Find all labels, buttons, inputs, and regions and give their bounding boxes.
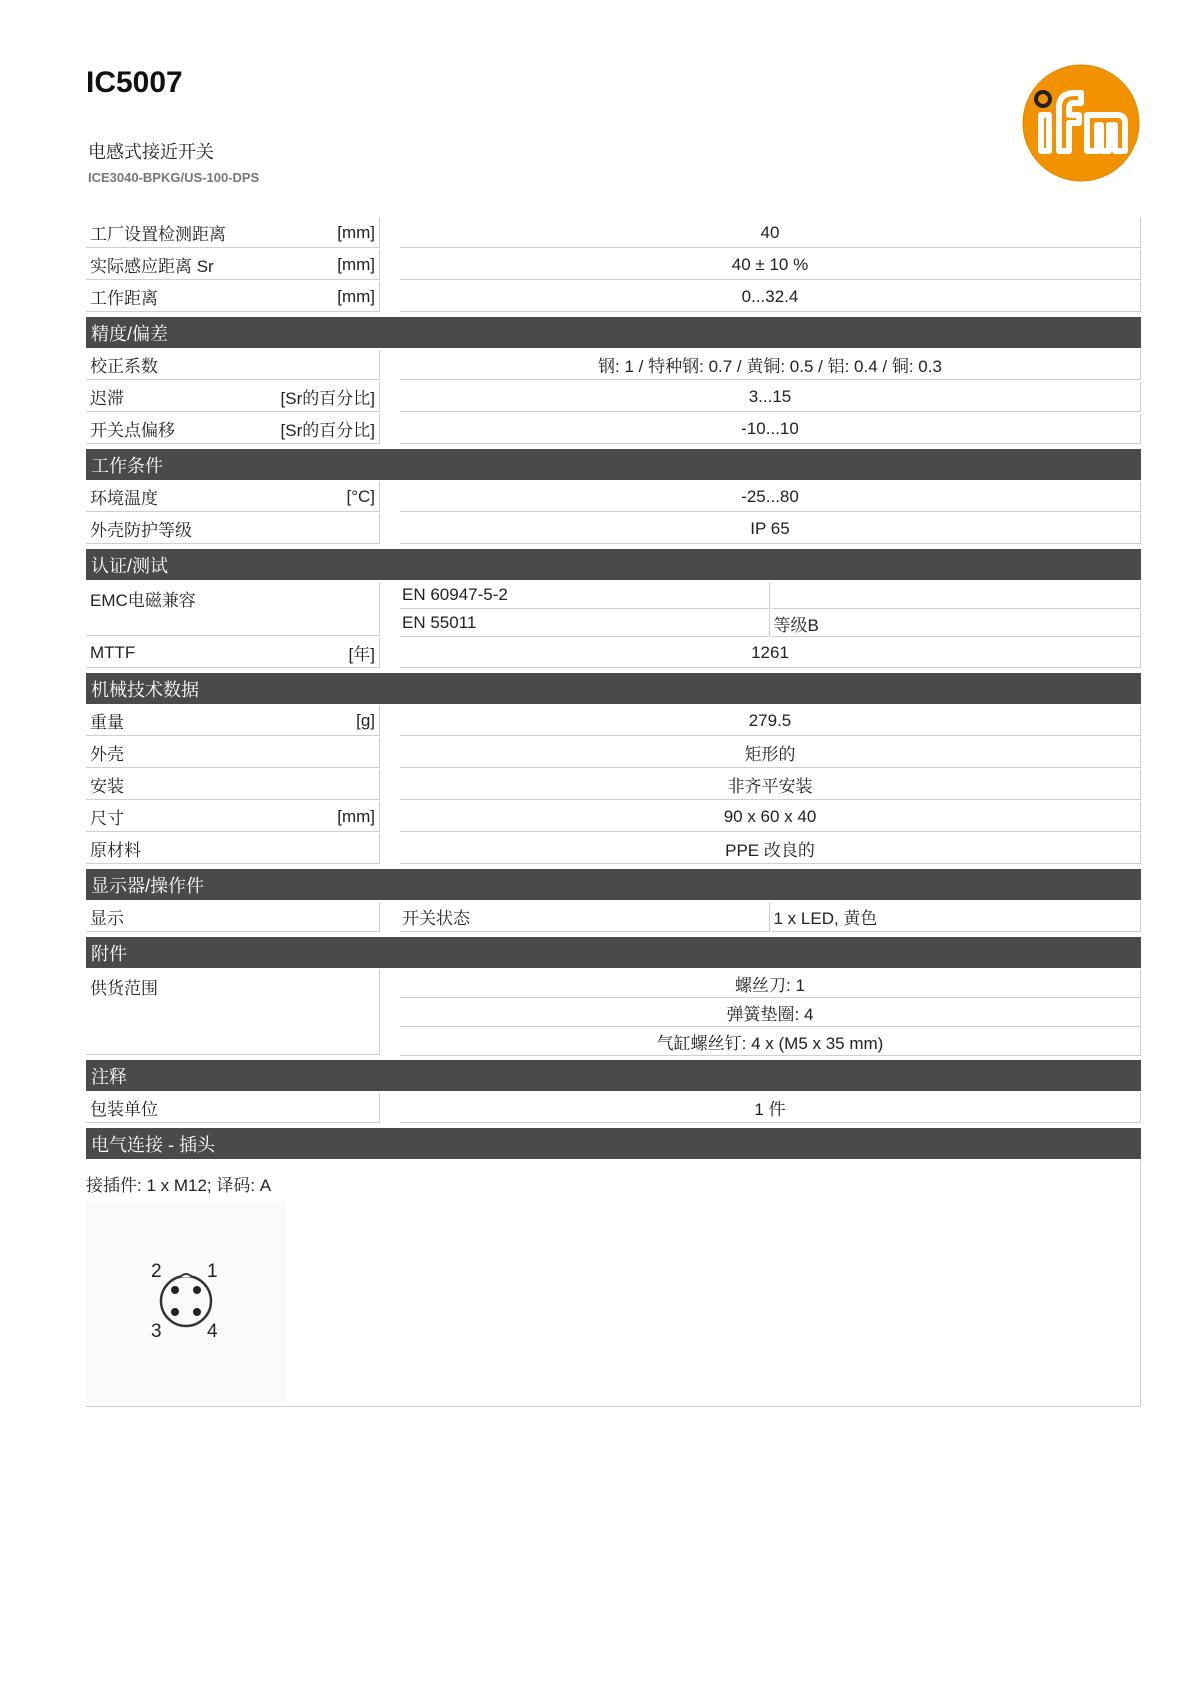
pin-4-dot bbox=[193, 1308, 201, 1316]
spec-label: 校正系数 bbox=[90, 357, 158, 376]
spec-label: EMC电磁兼容 bbox=[90, 591, 196, 610]
spec-value: 3...15 bbox=[400, 382, 1141, 412]
spec-row bbox=[86, 902, 1141, 934]
spec-row-scope bbox=[86, 970, 1141, 1057]
spec-row bbox=[86, 350, 1141, 382]
connector-description: 接插件: 1 x M12; 译码: A bbox=[86, 1176, 272, 1195]
spec-label: 外壳防护等级 bbox=[90, 521, 192, 540]
spec-label: 重量 bbox=[90, 713, 124, 732]
spec-value: PPE 改良的 bbox=[400, 834, 1141, 864]
spec-table bbox=[86, 218, 1141, 1407]
emc-note: 等级B bbox=[772, 610, 1142, 637]
spec-value: 钢: 1 / 特种钢: 0.7 / 黄铜: 0.5 / 铝: 0.4 / 铜: 0.3 bbox=[400, 350, 1141, 380]
section-header-display: 显示器/操作件 bbox=[86, 869, 1141, 900]
emc-standard-row bbox=[400, 582, 1141, 609]
display-item: 开关状态 bbox=[400, 902, 770, 932]
spec-row bbox=[86, 738, 1141, 770]
section-header-accuracy: 精度/偏差 bbox=[86, 317, 1141, 348]
spec-unit: [g] bbox=[356, 710, 375, 730]
accessory-item: 气缸螺丝钉: 4 x (M5 x 35 mm) bbox=[400, 1028, 1141, 1056]
spec-label: 开关点偏移 bbox=[90, 421, 175, 440]
spec-row bbox=[86, 802, 1141, 834]
display-value: 1 x LED, 黄色 bbox=[772, 902, 1142, 932]
pin-2-dot bbox=[171, 1286, 179, 1294]
spec-value: 40 bbox=[400, 218, 1141, 248]
spec-row bbox=[86, 218, 1141, 250]
spec-label: 供货范围 bbox=[90, 979, 158, 998]
spec-label: 显示 bbox=[90, 909, 124, 928]
spec-value: 40 ± 10 % bbox=[400, 250, 1141, 280]
spec-unit: [mm] bbox=[337, 806, 375, 826]
spec-row bbox=[86, 414, 1141, 446]
product-title: IC5007 bbox=[86, 66, 183, 99]
spec-row bbox=[86, 1093, 1141, 1125]
spec-row bbox=[86, 282, 1141, 314]
spec-row bbox=[86, 250, 1141, 282]
spec-value: 90 x 60 x 40 bbox=[400, 802, 1141, 832]
spec-unit: [mm] bbox=[337, 222, 375, 242]
spec-label: 工厂设置检测距离 bbox=[90, 225, 226, 244]
spec-label: 实际感应距离 Sr bbox=[90, 257, 214, 276]
spec-value: IP 65 bbox=[400, 514, 1141, 544]
spec-label: 外壳 bbox=[90, 745, 124, 764]
section-header-mechanical: 机械技术数据 bbox=[86, 673, 1141, 704]
accessory-item: 弹簧垫圈: 4 bbox=[400, 999, 1141, 1027]
product-code: ICE3040-BPKG/US-100-DPS bbox=[88, 170, 260, 185]
pin-1-dot bbox=[193, 1286, 201, 1294]
emc-standard: EN 55011 bbox=[400, 610, 770, 637]
spec-row bbox=[86, 706, 1141, 738]
spec-label: 环境温度 bbox=[90, 489, 158, 508]
pin-3-label: 3 bbox=[151, 1321, 162, 1342]
section-header-accessories: 附件 bbox=[86, 937, 1141, 968]
spec-unit: [mm] bbox=[337, 286, 375, 306]
spec-value: -10...10 bbox=[400, 414, 1141, 444]
section-header-remarks: 注释 bbox=[86, 1060, 1141, 1091]
section-header-approvals: 认证/测试 bbox=[86, 549, 1141, 580]
spec-row bbox=[86, 770, 1141, 802]
spec-label: 工作距离 bbox=[90, 289, 158, 308]
spec-row bbox=[86, 638, 1141, 670]
pin-1-label: 1 bbox=[207, 1261, 218, 1282]
pin-2-label: 2 bbox=[151, 1261, 162, 1282]
pin-3-dot bbox=[171, 1308, 179, 1316]
spec-unit: [Sr的百分比] bbox=[280, 421, 375, 440]
pin-4-label: 4 bbox=[207, 1321, 218, 1342]
spec-value: 1 件 bbox=[400, 1093, 1141, 1123]
spec-value: 0...32.4 bbox=[400, 282, 1141, 312]
spec-value: 1261 bbox=[400, 638, 1141, 668]
spec-row bbox=[86, 514, 1141, 546]
spec-unit: [年] bbox=[348, 645, 375, 664]
spec-unit: [Sr的百分比] bbox=[280, 389, 375, 408]
accessory-item: 螺丝刀: 1 bbox=[400, 970, 1141, 998]
spec-value: -25...80 bbox=[400, 482, 1141, 512]
spec-label: 包装单位 bbox=[90, 1100, 158, 1119]
section-header-operating: 工作条件 bbox=[86, 449, 1141, 480]
m12-connector-icon bbox=[86, 1201, 286, 1401]
spec-row bbox=[86, 482, 1141, 514]
emc-standard-row bbox=[400, 610, 1141, 637]
spec-row bbox=[86, 382, 1141, 414]
spec-label: MTTF bbox=[90, 642, 136, 662]
spec-unit: [mm] bbox=[337, 254, 375, 274]
spec-row-emc bbox=[86, 582, 1141, 638]
connection-panel bbox=[86, 1161, 1141, 1407]
ifm-logo bbox=[1021, 63, 1141, 183]
spec-row bbox=[86, 834, 1141, 866]
spec-label: 尺寸 bbox=[90, 809, 124, 828]
spec-label: 安装 bbox=[90, 777, 124, 796]
emc-standard: EN 60947-5-2 bbox=[400, 582, 770, 609]
emc-note bbox=[772, 582, 1142, 609]
section-header-connection: 电气连接 - 插头 bbox=[86, 1128, 1141, 1159]
spec-label: 迟滞 bbox=[90, 389, 124, 408]
spec-unit: [°C] bbox=[346, 486, 375, 506]
spec-value: 279.5 bbox=[400, 706, 1141, 736]
product-subtitle: 电感式接近开关 bbox=[88, 142, 214, 162]
spec-value: 非齐平安装 bbox=[400, 770, 1141, 800]
spec-value: 矩形的 bbox=[400, 738, 1141, 768]
pin-diagram bbox=[86, 1201, 286, 1401]
spec-label: 原材料 bbox=[90, 841, 141, 860]
